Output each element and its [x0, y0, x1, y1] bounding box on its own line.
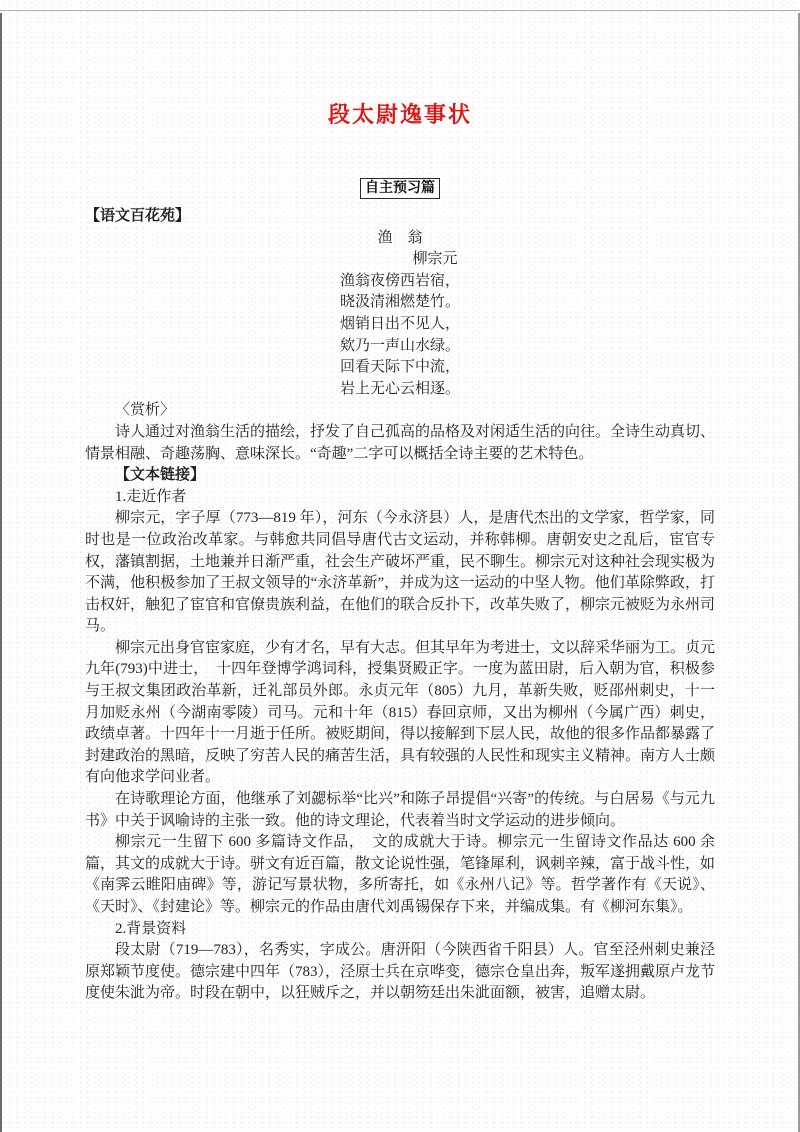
poem-line: 烟销日出不见人， [339, 315, 460, 332]
poem-author: 柳宗元 [412, 251, 458, 268]
garden-section-header: 【语文百花苑】 [85, 208, 191, 224]
poem-title: 渔 翁 [377, 229, 423, 246]
poem-line: 欸乃一声山水绿。 [339, 337, 460, 354]
section-badge: 自主预习篇 [360, 178, 440, 199]
body-paragraph: 段太尉（719—783），名秀实，字成公。唐汧阳（今陕西省千阳县）人。官至泾州刺史兼泾原郑颖节度使。德宗建中四年（783），泾原士兵在京哗变，德宗仓皇出奔，叛军遂拥戴原卢龙节度使朱泚为帝。时段在朝中，以狂贼斥之，并以朝笏廷出朱泚面额，被害，追赠太尉。 [85, 942, 716, 1002]
body-paragraph: 柳宗元一生留下 600 多篇诗文作品， 文的成就大于诗。柳宗元一生留诗文作品达 600 余篇，其文的成就大于诗。骈文有近百篇，散文论说性强，笔锋犀利，讽刺辛辣，富于战斗性，如《南霁云睢阳庙碑》等，游记写景状物，多所寄托，如《永州八记》等。哲学著作有《天说》、《天时》、《封建论》等。柳宗元的作品由唐代刘禹锡保存下来，并编成集。有《柳河东集》。 [85, 834, 716, 915]
appreciation-paragraph: 诗人通过对渔翁生活的描绘，抒发了自己孤高的品格及对闲适生活的向往。全诗生动真切、情景相融、奇趣荡胸、意味深长。“奇趣”二字可以概括全诗主要的艺术特色。 [85, 423, 716, 462]
poem-line: 晓汲清湘燃楚竹。 [339, 294, 460, 311]
document-body [85, 206, 715, 1005]
poem-line: 岩上无心云相逐。 [339, 380, 460, 397]
textlink-section-header: 【文本链接】 [115, 467, 206, 484]
subsection-heading-background: 2.背景资料 [115, 920, 187, 937]
badge-row [0, 178, 800, 199]
appreciation-header: 〈赏析〉 [115, 402, 176, 419]
poem-block [85, 228, 715, 401]
body-paragraph: 柳宗元，字子厚（773—819 年），河东（今永济县）人，是唐代杰出的文学家，哲学家，同时也是一位政治改革家。与韩愈共同倡导唐代古文运动，并称韩柳。唐朝安史之乱后，宦官专权，藩镇割据，土地兼并日渐严重，社会生产破坏严重，民不聊生。柳宗元对这种社会现实极为不满，他积极参加了王叔文领导的“永济革新”，并成为这一运动的中坚人物。他们革除弊政，打击权奸，触犯了宦官和官僚贵族利益，在他们的联合反扑下，改革失败了，柳宗元被贬为永州司马。 [85, 510, 716, 635]
subsection-heading-author: 1.走近作者 [115, 488, 187, 505]
page-title: 段太尉逸事状 [327, 102, 472, 127]
body-paragraph: 柳宗元出身官宦家庭，少有才名，早有大志。但其早年为考进士，文以辞采华丽为工。贞元九年(793)中进士， 十四年登博学鸿词科，授集贤殿正字。一度为蓝田尉，后入朝为官，积极参与王叔文集团政治革新，迁礼部员外郎。永贞元年（805）九月，革新失败，贬邵州刺史，十一月加贬永州（今湖南零陵）司马。元和十年（815）春回京师，又出为柳州（今属广西）刺史，政绩卓著。十四年十一月逝于任所。被贬期间，得以接解到下层人民，故他的很多作品都暴露了封建政治的黑暗，反映了穷苦人民的痛苦生活，具有较强的人民性和现实主义精神。南方人士颇有向他求学问业者。 [85, 639, 716, 786]
poem-line: 渔翁夜傍西岩宿， [339, 272, 460, 289]
body-paragraph: 在诗歌理论方面，他继承了刘勰标举“比兴”和陈子昂提倡“兴寄”的传统。与白居易《与元九书》中关于讽喻诗的主张一致。他的诗文理论，代表着当时文学运动的进步倾向。 [85, 791, 715, 829]
poem-line: 回看天际下中流， [339, 359, 460, 376]
